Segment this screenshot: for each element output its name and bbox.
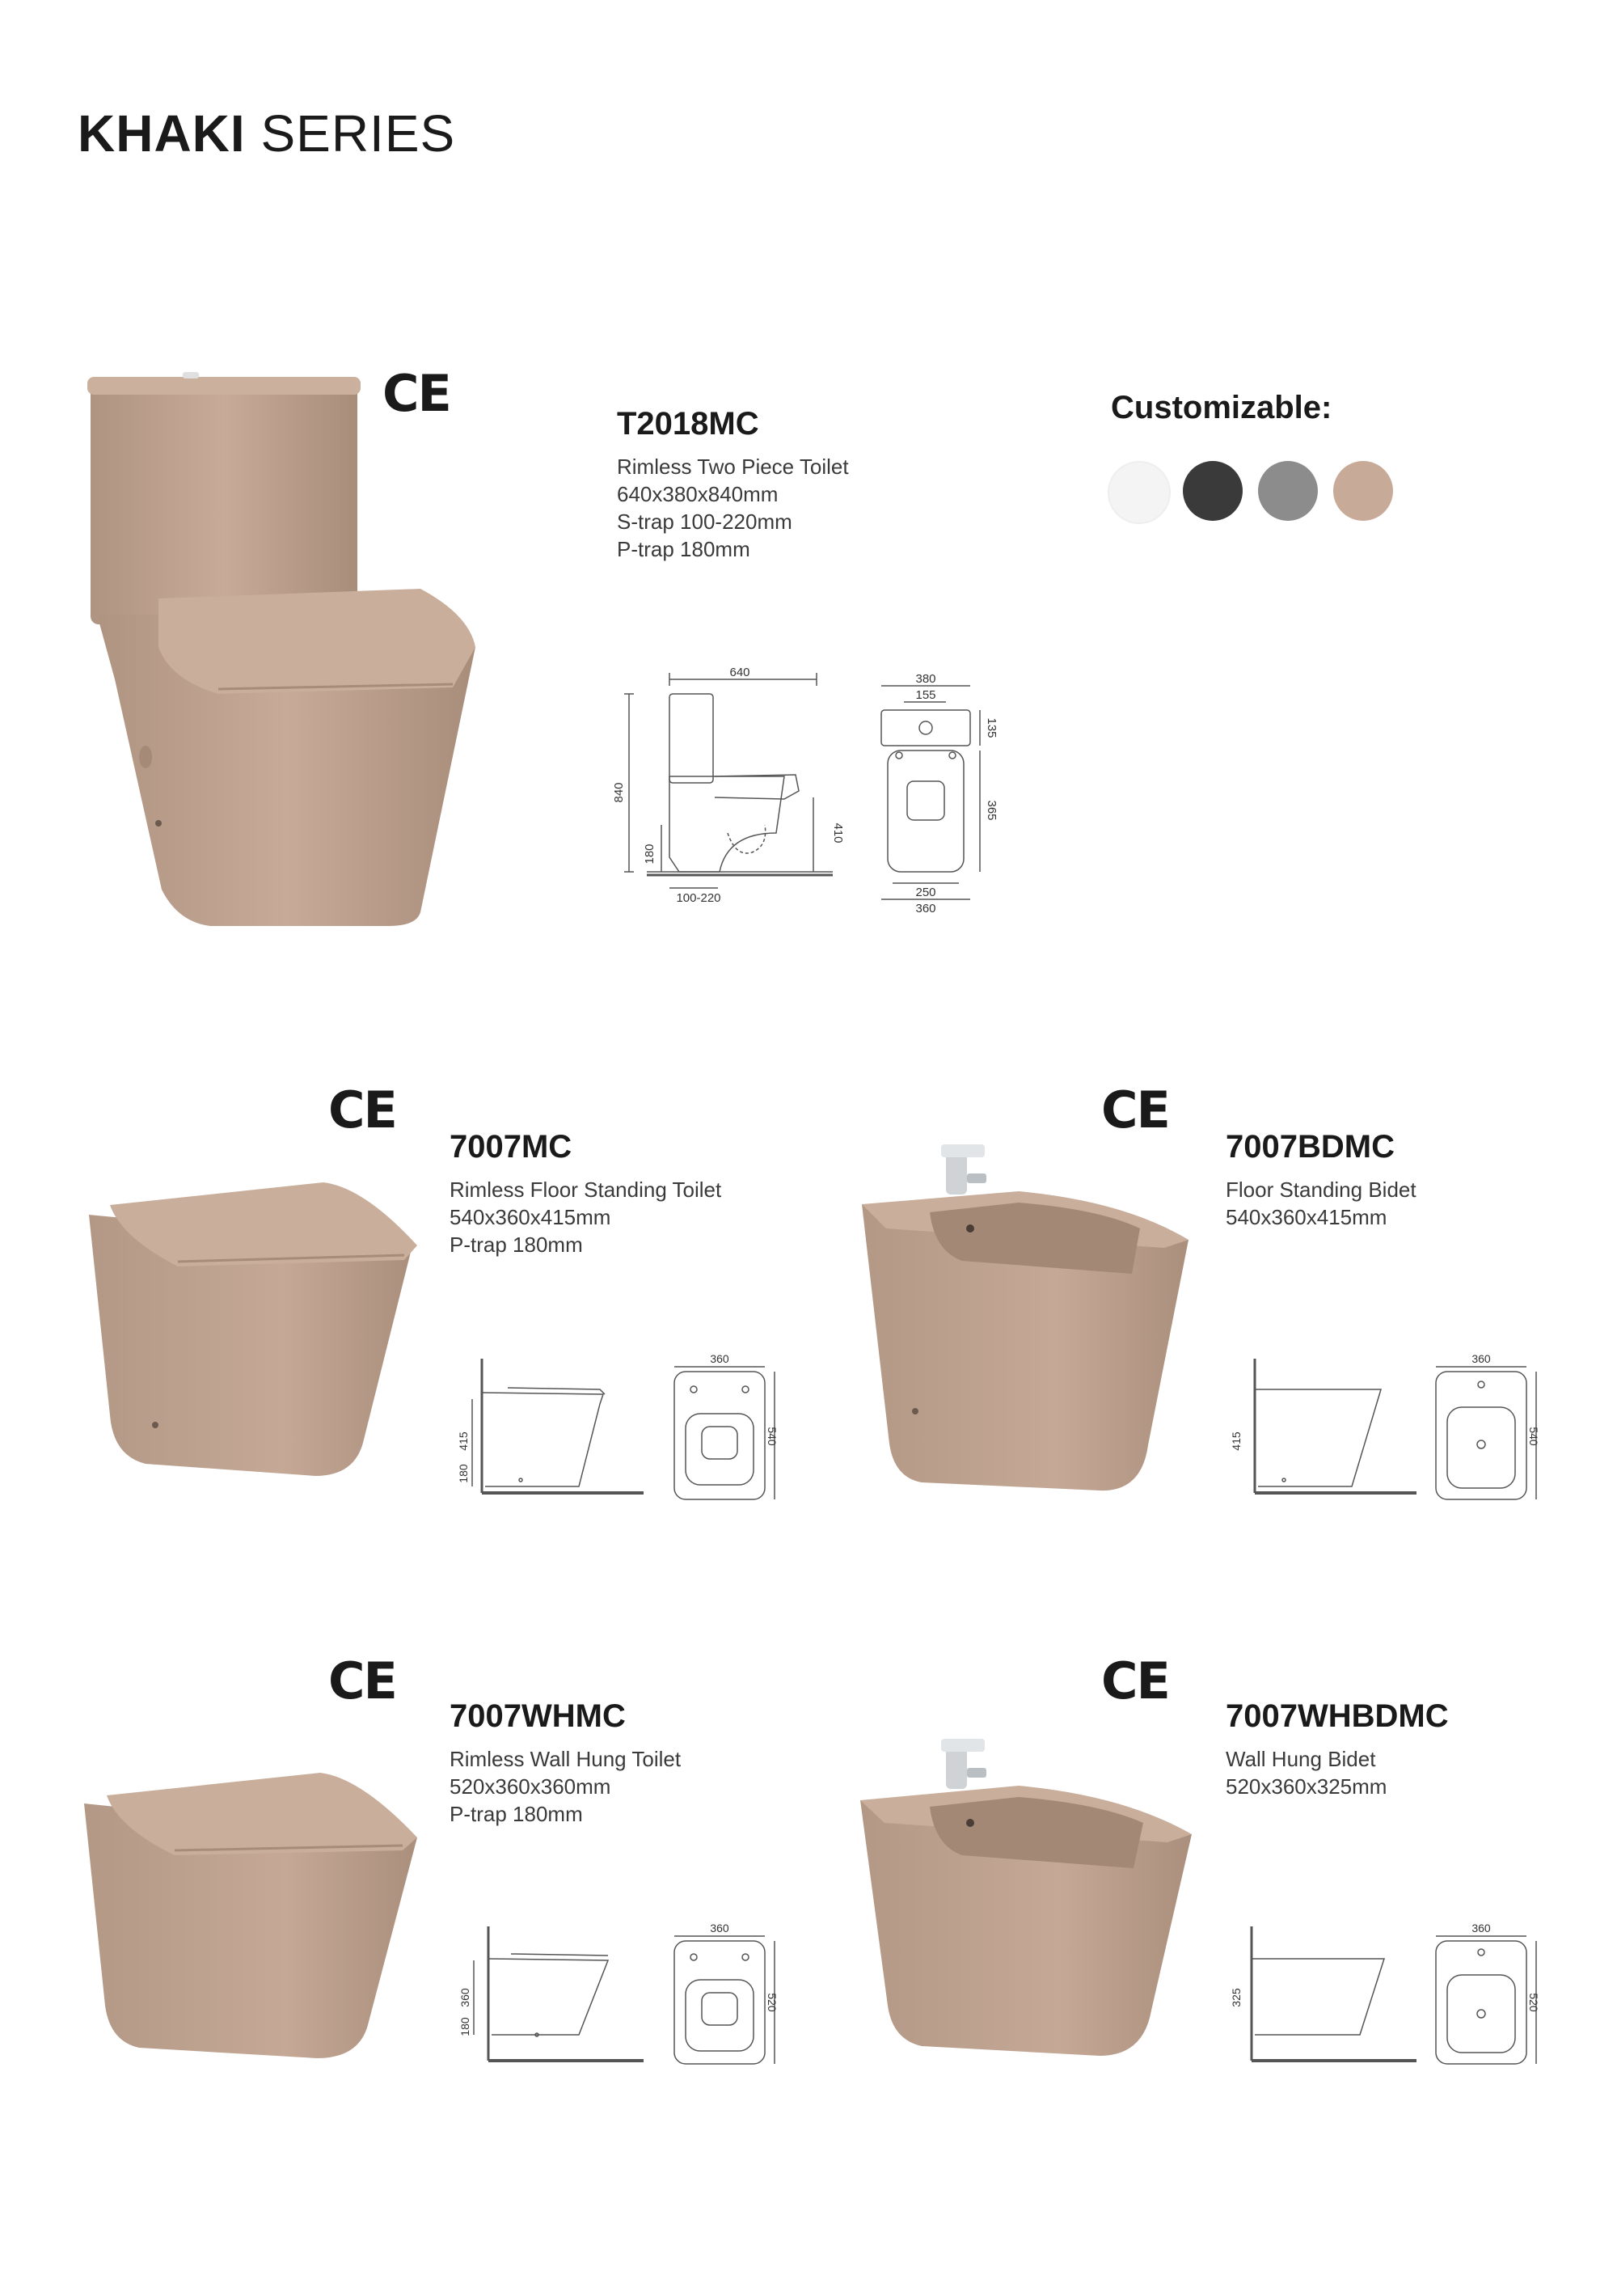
dim-tank-depth: 135 <box>985 717 998 738</box>
top-view-drawing <box>1429 1918 1543 2080</box>
title-bold: KHAKI <box>78 104 246 163</box>
ce-mark: CE <box>1101 1080 1169 1140</box>
product-specs <box>1226 1745 1387 1800</box>
page-title <box>78 104 455 163</box>
spec-line: Rimless Wall Hung Toilet <box>450 1747 682 1771</box>
color-swatch-white[interactable] <box>1108 461 1171 524</box>
dim-top-155: 155 <box>915 688 936 702</box>
color-swatch-grey[interactable] <box>1258 461 1318 521</box>
spec-line: 640x380x840mm <box>617 482 779 506</box>
side-view-drawing <box>450 1351 652 1504</box>
dim-p-trap: 180 <box>458 2017 471 2036</box>
color-swatch-black[interactable] <box>1183 461 1243 521</box>
spec-line: P-trap 180mm <box>450 1233 583 1257</box>
spec-line: 540x360x415mm <box>450 1205 611 1229</box>
dim-height: 360 <box>458 1988 471 2007</box>
spec-line: Wall Hung Bidet <box>1226 1747 1376 1771</box>
top-view-drawing <box>865 671 1011 914</box>
side-view-drawing <box>1222 1918 1425 2072</box>
top-view-drawing <box>1429 1349 1543 1511</box>
product-image-floor-toilet <box>81 1173 437 1488</box>
side-view-drawing <box>450 1918 652 2072</box>
product-model: 7007WHBDMC <box>1226 1698 1449 1734</box>
dim-depth: 520 <box>766 1993 779 2012</box>
spec-line: Rimless Two Piece Toilet <box>617 455 849 479</box>
ce-mark: CE <box>328 1651 396 1710</box>
dim-top-width: 380 <box>915 672 936 686</box>
dim-top-width: 360 <box>1471 1922 1491 1934</box>
title-light: SERIES <box>260 104 456 163</box>
dim-base-360: 360 <box>915 902 936 915</box>
dim-height: 325 <box>1230 1988 1243 2007</box>
spec-line: 520x360x360mm <box>450 1774 611 1799</box>
ce-mark: CE <box>328 1080 396 1140</box>
product-image-floor-bidet <box>857 1144 1197 1496</box>
spec-line: Rimless Floor Standing Toilet <box>450 1178 722 1202</box>
ce-mark: CE <box>382 364 450 423</box>
dim-seat-height: 410 <box>831 822 845 844</box>
top-view-drawing <box>668 1349 781 1511</box>
side-view-drawing <box>614 655 857 914</box>
spec-line: S-trap 100-220mm <box>617 510 792 534</box>
product-image-wall-hung-bidet <box>857 1739 1197 2070</box>
product-model: T2018MC <box>617 406 759 442</box>
dim-depth: 540 <box>1527 1427 1540 1446</box>
dim-p-trap: 180 <box>643 844 657 865</box>
dim-width: 640 <box>729 666 750 679</box>
product-image-two-piece-toilet <box>81 372 485 930</box>
product-specs <box>1226 1176 1416 1231</box>
dim-depth: 520 <box>1527 1993 1540 2012</box>
product-specs <box>450 1745 681 1828</box>
product-specs <box>450 1176 721 1258</box>
top-view-drawing <box>668 1918 781 2080</box>
spec-line: P-trap 180mm <box>450 1802 583 1826</box>
side-view-drawing <box>1222 1351 1425 1504</box>
product-model: 7007MC <box>450 1129 572 1165</box>
spec-line: P-trap 180mm <box>617 537 750 561</box>
dim-s-trap: 100-220 <box>676 891 721 905</box>
product-model: 7007BDMC <box>1226 1129 1395 1165</box>
dim-height: 840 <box>612 782 626 803</box>
dim-depth: 540 <box>766 1427 779 1446</box>
color-swatch-khaki[interactable] <box>1333 461 1393 521</box>
spec-line: Floor Standing Bidet <box>1226 1178 1416 1202</box>
spec-line: 520x360x325mm <box>1226 1774 1387 1799</box>
customizable-label: Customizable: <box>1111 390 1332 425</box>
ce-mark: CE <box>1101 1651 1169 1710</box>
product-specs <box>617 453 849 563</box>
spec-line: 540x360x415mm <box>1226 1205 1387 1229</box>
dim-height: 415 <box>1230 1431 1243 1451</box>
dim-p-trap: 180 <box>457 1464 470 1483</box>
dim-top-width: 360 <box>1471 1352 1491 1365</box>
dim-top-width: 360 <box>710 1922 729 1934</box>
dim-bowl-depth: 365 <box>985 800 998 821</box>
dim-base-250: 250 <box>915 886 936 899</box>
dim-height: 415 <box>457 1431 470 1451</box>
dim-top-width: 360 <box>710 1352 729 1365</box>
product-model: 7007WHMC <box>450 1698 626 1734</box>
product-image-wall-hung-toilet <box>78 1763 425 2070</box>
